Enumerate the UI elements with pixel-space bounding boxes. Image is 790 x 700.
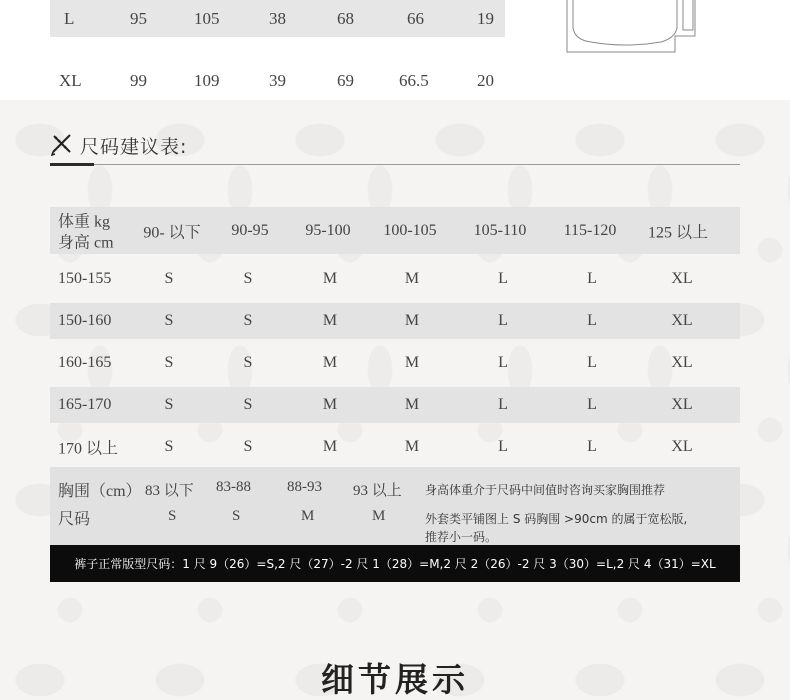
size-cell: L [587,269,597,287]
size-cell: S [164,396,174,413]
size-cell: XL [671,312,693,329]
size-recommendation-table [50,207,740,470]
pants-note-text: 裤子正常版型尺码：1 尺 9（26）=S,2 尺（27）-2 尺 1（28）=M,2 尺 2（26）-2 尺 3（30）=L,2 尺 4（31）=XL [74,557,716,571]
chest-note: 身高体重介于尺码中间值时咨询买家胸围推荐 [425,483,666,497]
size-cell: L [587,354,597,371]
size-cell: L [498,437,508,455]
size-value: 105 [194,8,220,28]
chest-size: S [232,508,241,524]
table-row [50,254,740,303]
size-value: 66 [407,8,424,28]
size-cell: S [243,437,253,455]
weight-range: 90-95 [231,221,269,239]
size-cell: XL [671,354,693,371]
size-cell: L [587,312,597,329]
size-cell: M [404,312,420,329]
height-range: 170 以上 [58,440,119,457]
shirt-sketch-icon [565,0,697,54]
size-value: 38 [269,8,286,28]
chest-size: M [372,508,386,524]
chest-range: 83 以下 [145,483,194,499]
height-range: 150-155 [58,269,112,287]
height-range: 165-170 [58,396,112,413]
size-cell: M [322,396,338,413]
height-range: 160-165 [58,354,112,371]
weight-range: 115-120 [563,221,617,239]
size-cell: XL [671,269,693,287]
size-cell: S [243,396,253,413]
weight-range: 90- 以下 [143,224,201,241]
table-header-row [50,207,740,254]
size-cell: M [404,354,420,371]
size-cell: L [498,312,508,329]
size-row-xl [50,62,505,99]
size-cell: M [404,269,420,287]
weight-range: 125 以上 [647,224,709,241]
size-cell: L [498,354,508,371]
size-cell: XL [671,396,693,413]
detail-section-title: 细节展示 [321,660,469,699]
size-cell: S [243,354,253,371]
size-value: 109 [194,70,220,90]
size-cell: S [164,437,174,455]
size-value: 68 [337,8,354,28]
pencil-ruler-icon [50,132,74,156]
chest-range: 83-88 [216,479,251,495]
size-label: L [64,8,75,28]
table-row [50,339,740,387]
weight-range: 95-100 [305,221,351,239]
weight-range: 100-105 [383,221,437,239]
size-cell: L [587,437,597,455]
pants-size-note [50,545,740,582]
chest-note: 外套类平铺图上 S 码胸围 >90cm 的属于宽松版, [425,512,688,526]
chest-size-block [50,467,740,545]
size-cell: S [243,312,253,329]
size-cell: M [322,437,338,455]
size-cell: M [322,312,338,329]
chest-range: 93 以上 [353,483,402,499]
size-cell: L [498,396,508,413]
chest-label: 胸围（cm） [58,483,142,500]
size-value: 69 [337,70,354,90]
size-cell: M [404,396,420,413]
section-title: 尺码建议表: [80,136,188,158]
chest-range: 88-93 [287,479,322,495]
divider-line [50,164,740,165]
table-row [50,303,740,339]
size-cell: L [587,396,597,413]
size-cell: XL [671,437,693,455]
divider-accent [50,163,94,166]
chest-size: M [301,508,315,524]
size-value: 95 [130,8,147,28]
height-label: 身高 cm [58,234,114,252]
size-cell: S [243,269,253,287]
weight-label: 体重 kg [58,213,111,231]
size-cell: S [164,269,174,287]
size-cell: M [404,437,420,455]
size-value: 39 [269,70,286,90]
size-value: 19 [477,8,494,28]
chest-size: S [168,508,177,524]
size-label: 尺码 [58,511,91,528]
table-row [50,423,740,470]
height-range: 150-160 [58,312,112,329]
size-label: XL [59,70,82,90]
size-value: 99 [130,70,147,90]
chest-note: 推荐小一码。 [425,530,498,544]
size-recommendation-heading [50,128,740,166]
size-cell: S [164,354,174,371]
size-value: 20 [477,70,494,90]
size-cell: M [322,354,338,371]
size-cell: L [498,269,508,287]
weight-range: 105-110 [473,221,527,239]
size-value: 66.5 [399,70,429,90]
size-cell: M [322,269,338,287]
size-cell: S [164,312,174,329]
size-row-l [50,0,505,37]
table-row [50,387,740,423]
